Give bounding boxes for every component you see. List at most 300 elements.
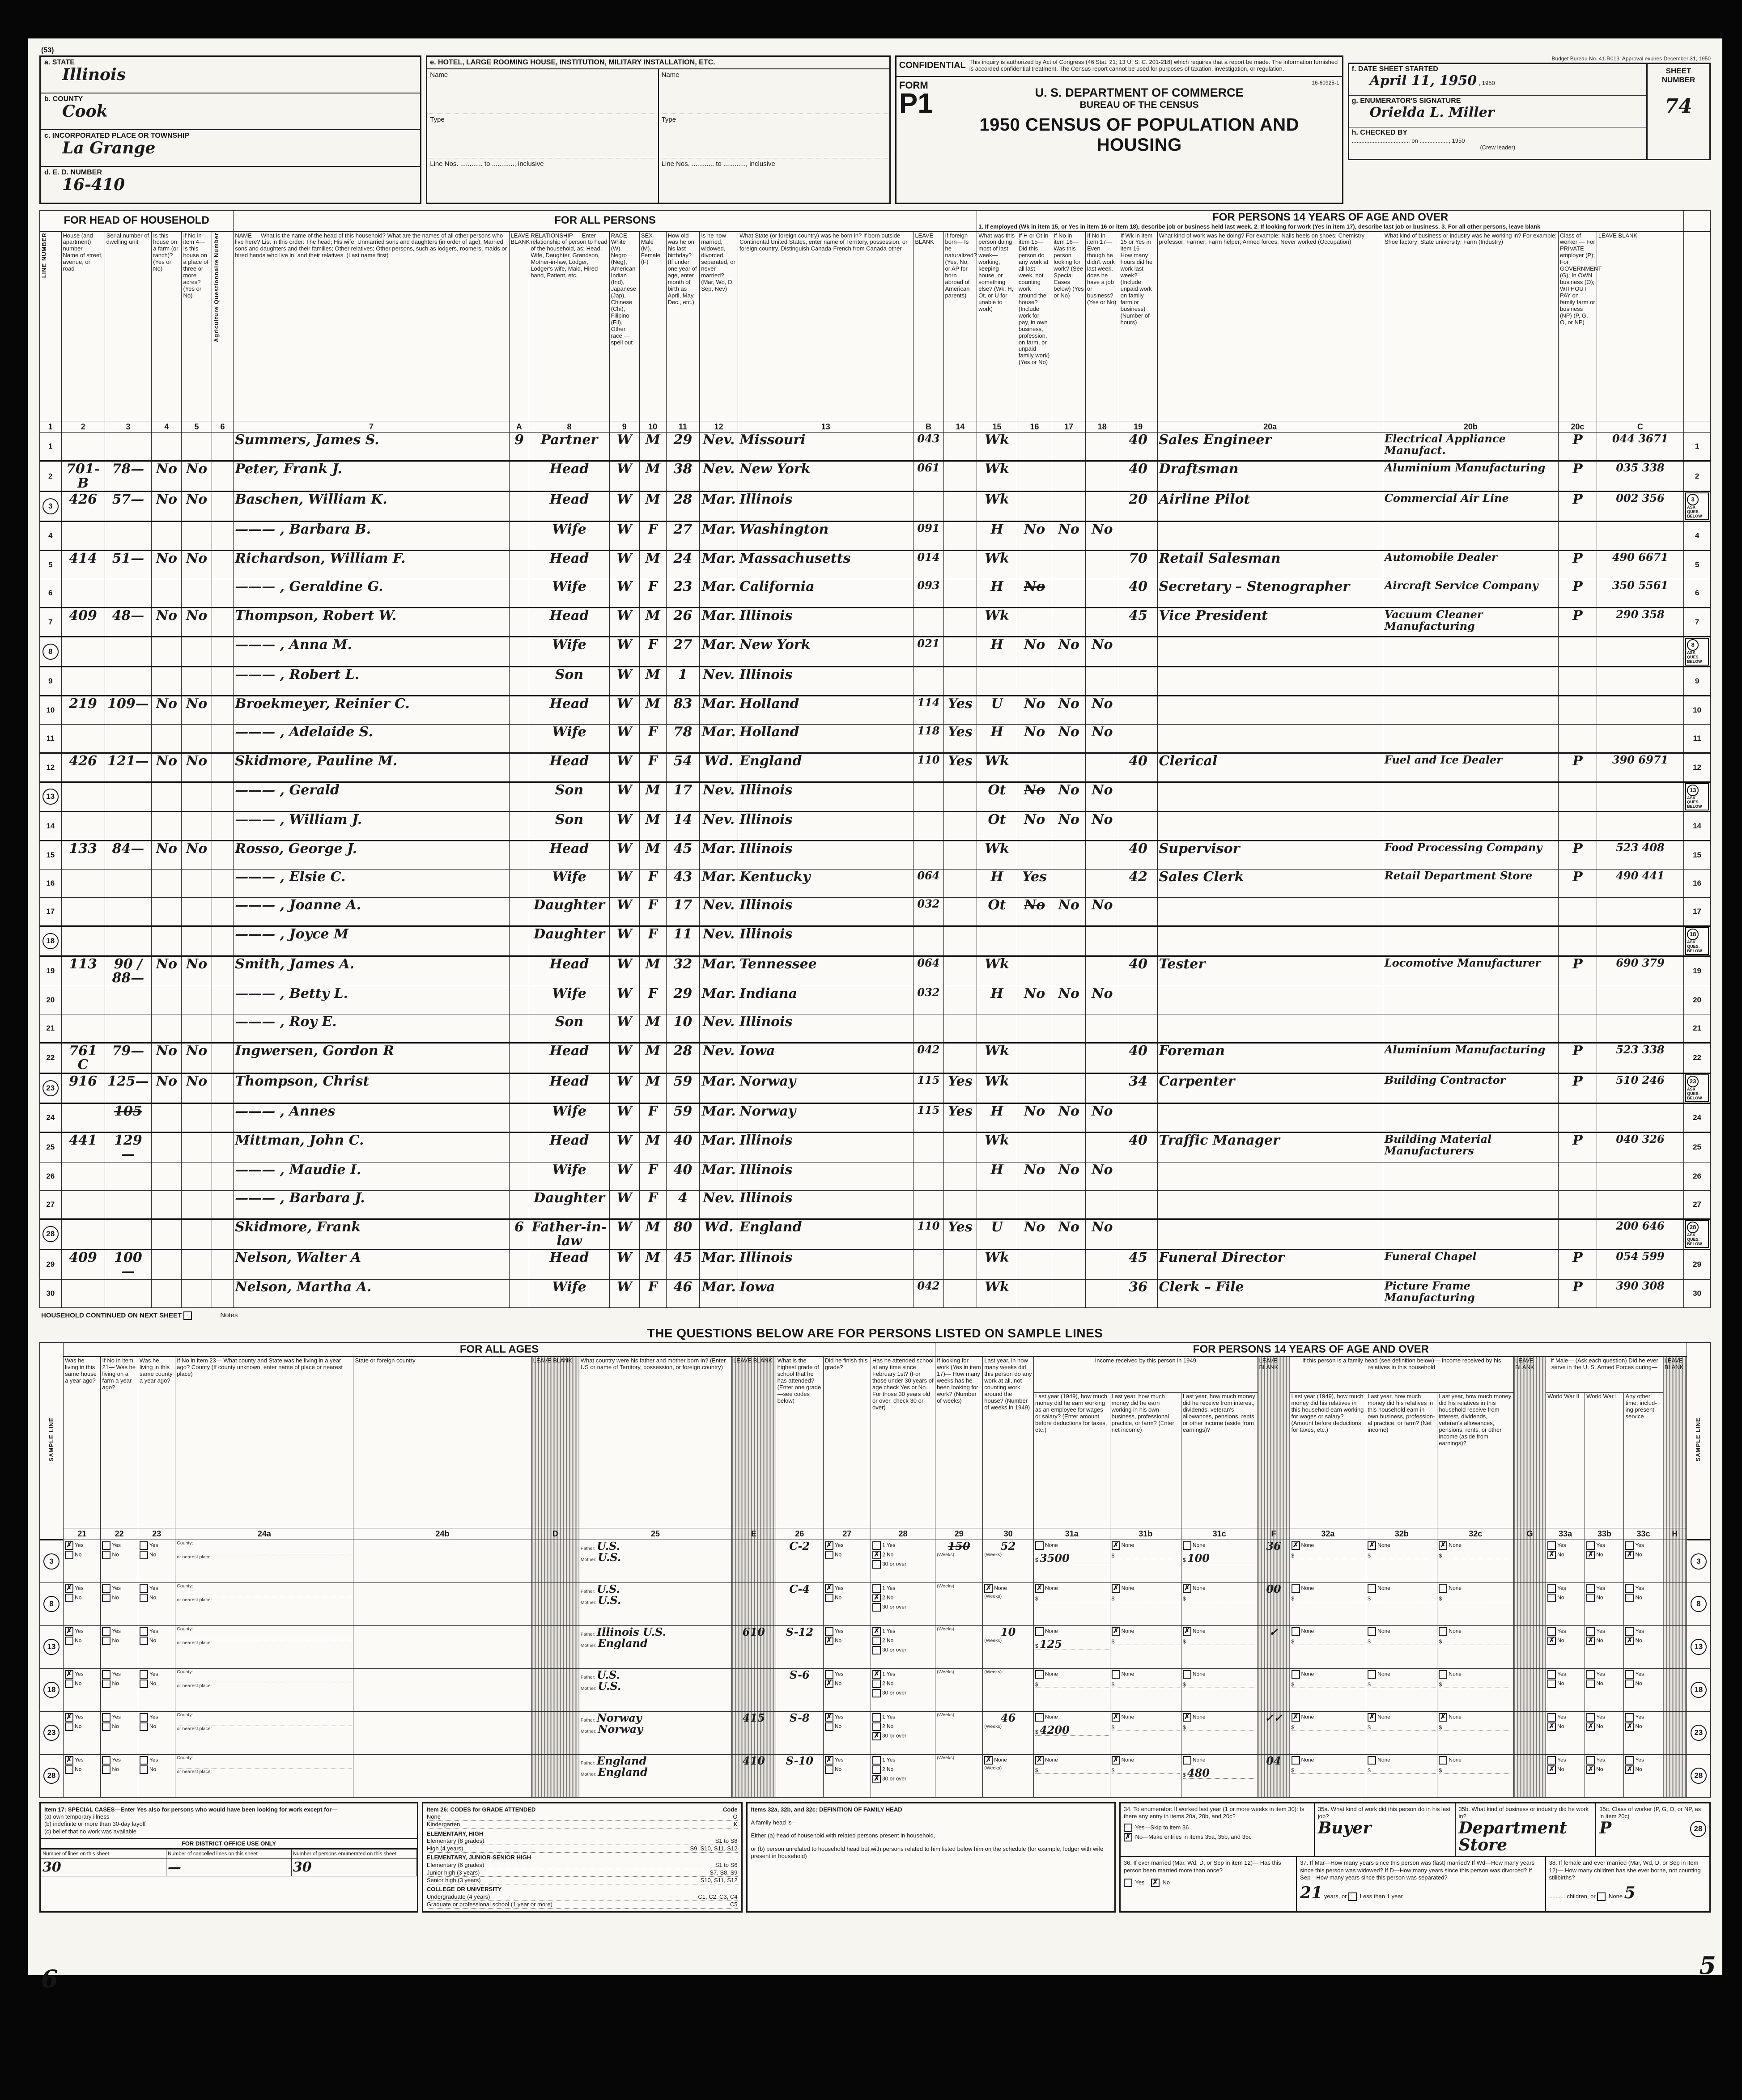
checkbox: ✗ <box>1368 1541 1376 1550</box>
cell-race: W <box>609 812 639 841</box>
cell-rel: Wife <box>529 636 609 666</box>
cell-25: Father: U.S. Mother: U.S. <box>579 1668 731 1711</box>
cell-31b: ✗ None $ <box>1110 1540 1181 1582</box>
cell-c: 690 379 <box>1597 956 1683 986</box>
cell-name: ——— , Barbara J. <box>234 1190 509 1219</box>
cell-25: Father: England Mother: England <box>579 1754 731 1797</box>
cell-24a: County: or nearest place: <box>175 1754 353 1797</box>
cell-ind <box>1383 782 1558 812</box>
cell-c <box>1597 1190 1683 1219</box>
line-number-right: 27 <box>1684 1190 1711 1219</box>
cell-job: No <box>1085 696 1119 724</box>
district-col-label: Number of persons enumerated on this sheet <box>291 1850 416 1859</box>
cell-ind <box>1383 986 1558 1014</box>
cell-rel: Wife <box>529 986 609 1014</box>
cell-age: 27 <box>666 636 700 666</box>
hotel-name-field-2: Name <box>659 69 889 114</box>
cell-c <box>1597 636 1683 666</box>
cell-occ <box>1157 521 1383 550</box>
sample-line-number: 8 <box>40 1582 64 1625</box>
cell-birth: England <box>738 1219 913 1249</box>
person-row-23 <box>40 1073 1711 1103</box>
line-number: 13 <box>40 782 62 812</box>
special-cases-box: Item 17: SPECIAL CASES—Enter Yes also for persons who would have been looking for work except for— (a) own temporary illness (b) indefinite or more than 30-day layoff (c) belief that no work was available FOR DISTRICT OFFICE USE ONLY Number of lines on this sheet Number of cancelled lines on this sheet Number of persons enumerated on this sheet 30 — 30 <box>39 1802 418 1913</box>
cell-32c: None $ <box>1437 1625 1514 1668</box>
checkbox <box>140 1637 148 1645</box>
line-number-right: 6 <box>1684 579 1711 607</box>
cell-hrs <box>1119 521 1157 550</box>
cell-doing <box>977 926 1017 956</box>
cell-a <box>509 521 529 550</box>
cell-sex: M <box>639 1014 666 1043</box>
cell-32a: None $ <box>1290 1754 1366 1797</box>
cell-birth: England <box>738 753 913 782</box>
cell-agri <box>212 956 234 986</box>
checkbox: ✗ <box>825 1756 833 1765</box>
cell-30: ✗ None (Weeks) <box>983 1582 1034 1625</box>
cell-name: Broekmeyer, Reinier C. <box>234 696 509 724</box>
cell-33c: Yes No <box>1624 1668 1663 1711</box>
cell-nat <box>943 636 977 666</box>
cell-hrs <box>1119 1014 1157 1043</box>
cell-D <box>531 1582 579 1625</box>
cell-ind <box>1383 1014 1558 1043</box>
cell-work <box>1017 1132 1052 1162</box>
col-19-header: If Wk in item 15 or Yes in item 16— How many hours did he work last week? (Include unpaid work on family farm or business) (Number of hours) <box>1119 231 1157 421</box>
col-24a-header: If No in item 23— What county and State was he living in a year ago? County (If county unknown, enter name of place or nearest place) <box>175 1357 353 1528</box>
cell-acres <box>182 782 212 812</box>
cell-age: 28 <box>666 492 700 522</box>
cell-race: W <box>609 870 639 898</box>
cell-name: ——— , Gerald <box>234 782 509 812</box>
checkbox <box>140 1594 148 1602</box>
cell-33b: Yes ✗ No <box>1585 1711 1624 1754</box>
cell-doing: H <box>977 579 1017 607</box>
cell-mar: Mar. <box>700 986 738 1014</box>
cell-acres <box>182 986 212 1014</box>
cell-race: W <box>609 1219 639 1249</box>
cell-mar: Nev. <box>700 1190 738 1219</box>
col-32a-header: Last year (1949), how much money did his relatives in this household earn working for wages or salary? (Amount before deductions for taxes, etc.) <box>1290 1393 1366 1528</box>
date-started-field: f. DATE SHEET STARTED April 11, 1950 , 1950 <box>1349 64 1646 96</box>
cell-acres: No <box>182 753 212 782</box>
cell-a <box>509 812 529 841</box>
cell-D <box>531 1668 579 1711</box>
cell-race: W <box>609 636 639 666</box>
cell-28: ✗ 1 Yes 2 No 30 or over <box>871 1668 935 1711</box>
cell-a <box>509 926 529 956</box>
cell-agri <box>212 550 234 579</box>
group-31a: Income received by this person in 1949 <box>1034 1357 1258 1393</box>
cell-21: ✗ Yes No <box>64 1582 101 1625</box>
cell-house <box>61 1103 105 1132</box>
checkbox: ✗ <box>1183 1584 1191 1593</box>
cell-b: 115 <box>913 1103 943 1132</box>
district-col-value: — <box>166 1859 291 1876</box>
col-number: 12 <box>700 421 738 433</box>
cell-farm: No <box>152 492 182 522</box>
cell-serial <box>105 724 152 753</box>
cell-agri <box>212 666 234 696</box>
cell-nat: Yes <box>943 753 977 782</box>
main-table-header <box>40 211 1711 433</box>
cell-hrs: 36 <box>1119 1279 1157 1307</box>
checkbox <box>1368 1670 1376 1679</box>
col-number: 17 <box>1052 421 1086 433</box>
line-number-right: 24 <box>1684 1103 1711 1132</box>
col-32b-header: Last year, how much money did his relatives in this household earn in own business, professional practice, or farm? (Net income) <box>1366 1393 1437 1528</box>
cell-b <box>913 1132 943 1162</box>
cell-29: (Weeks) <box>935 1711 983 1754</box>
cell-occ: Clerical <box>1157 753 1383 782</box>
cell-doing: H <box>977 521 1017 550</box>
cell-ind <box>1383 1103 1558 1132</box>
cell-occ <box>1157 696 1383 724</box>
cell-H <box>1663 1711 1687 1754</box>
checkbox <box>102 1627 110 1636</box>
cell-21: ✗ Yes No <box>64 1625 101 1668</box>
cell-33a: Yes No <box>1546 1582 1585 1625</box>
cell-24b <box>353 1754 531 1797</box>
cell-a <box>509 986 529 1014</box>
grade-code-line: Junior high (3 years) S7, S8, S9 <box>427 1869 738 1877</box>
cell-31b: ✗ None $ <box>1110 1754 1181 1797</box>
cell-serial: 57— <box>105 492 152 522</box>
cell-birth: Illinois <box>738 898 913 926</box>
cell-nat: Yes <box>943 724 977 753</box>
checkbox <box>102 1584 110 1593</box>
cell-cls: P <box>1558 550 1597 579</box>
line-number: 10 <box>40 696 62 724</box>
cell-acres: No <box>182 696 212 724</box>
checkbox <box>1439 1756 1447 1765</box>
cell-hrs <box>1119 724 1157 753</box>
item-35a: 35a. What kind of work did this person do in his last job? Buyer <box>1315 1803 1456 1858</box>
cell-22: Yes No <box>101 1711 138 1754</box>
cell-hrs <box>1119 812 1157 841</box>
cell-age: 11 <box>666 926 700 956</box>
cell-24a: County: or nearest place: <box>175 1711 353 1754</box>
cell-ind: Electrical Appliance Manufact. <box>1383 433 1558 461</box>
line-28-badge: 28 <box>1690 1821 1706 1837</box>
cell-rel: Head <box>529 1073 609 1103</box>
checkbox <box>1368 1584 1376 1593</box>
cell-rel: Head <box>529 1249 609 1279</box>
cell-job: No <box>1085 1162 1119 1190</box>
cell-E <box>732 1540 776 1582</box>
cell-rel: Wife <box>529 1162 609 1190</box>
person-row-4 <box>40 521 1711 550</box>
col-H-header: LEAVE BLANK <box>1663 1357 1687 1528</box>
hotel-name-field: Name <box>427 69 658 114</box>
cell-work: No <box>1017 696 1052 724</box>
cell-cls: P <box>1558 1249 1597 1279</box>
cell-nat: Yes <box>943 1219 977 1249</box>
line-number-right: 11 <box>1684 724 1711 753</box>
cell-b: 032 <box>913 986 943 1014</box>
cell-33c: Yes ✗ No <box>1624 1625 1663 1668</box>
cell-a <box>509 636 529 666</box>
cell-rel: Wife <box>529 1279 609 1307</box>
cell-hrs <box>1119 1190 1157 1219</box>
cell-nat <box>943 956 977 986</box>
cell-agri <box>212 696 234 724</box>
cell-b: 042 <box>913 1279 943 1307</box>
cell-farm <box>152 521 182 550</box>
cell-race: W <box>609 461 639 492</box>
checkbox <box>1439 1584 1447 1593</box>
grade-code-line: Senior high (3 years) S10, S11, S12 <box>427 1877 738 1884</box>
cell-look: No <box>1052 1162 1086 1190</box>
cell-32c: None $ <box>1437 1582 1514 1625</box>
cell-look <box>1052 1073 1086 1103</box>
col-12-header: Is he now married, widowed, divorced, separated, or never married? (Mar, Wd, D, Sep, Nev) <box>700 231 738 421</box>
enumerator-label: g. ENUMERATOR'S SIGNATURE <box>1351 97 1461 105</box>
cell-hrs: 40 <box>1119 1132 1157 1162</box>
col-number: A <box>509 421 529 433</box>
cell-cls: P <box>1558 1279 1597 1307</box>
item-36: 36. If ever married (Mar, Wd, D, or Sep in item 12)— Has this person been married more than once? Yes ✗ No <box>1121 1857 1297 1911</box>
grade-code-line: Undergraduate (4 years) C1, C2, C3, C4 <box>427 1893 738 1901</box>
cell-job <box>1085 579 1119 607</box>
checkbox <box>1112 1670 1120 1679</box>
checkbox <box>140 1680 148 1688</box>
cell-work <box>1017 550 1052 579</box>
sample-line-number: 28 <box>40 1754 64 1797</box>
cell-occ <box>1157 1014 1383 1043</box>
cell-house: 916 <box>61 1073 105 1103</box>
line-number: 24 <box>40 1103 62 1132</box>
cell-work <box>1017 1014 1052 1043</box>
cell-c: 523 338 <box>1597 1043 1683 1073</box>
form-code: 16-60925-1 <box>1312 79 1339 86</box>
cell-cls <box>1558 926 1597 956</box>
col-number: 21 <box>64 1528 101 1540</box>
cell-sex: M <box>639 550 666 579</box>
cell-G <box>1514 1754 1546 1797</box>
col-29-header: If looking for work (Yes in item 17)— How many weeks has he been looking for work? (Number of weeks) <box>935 1357 983 1528</box>
cell-sex: F <box>639 870 666 898</box>
col-23-header: Was he living in this same county a year ago? <box>138 1357 175 1528</box>
cell-age: 24 <box>666 550 700 579</box>
cell-c: 002 356 <box>1597 492 1683 522</box>
col-number: 29 <box>935 1528 983 1540</box>
checkbox <box>1547 1541 1556 1550</box>
cell-serial: 109— <box>105 696 152 724</box>
cell-nat <box>943 870 977 898</box>
col-33a-header: World War II <box>1546 1393 1585 1528</box>
cell-farm: No <box>152 1073 182 1103</box>
cell-cls <box>1558 1162 1597 1190</box>
cell-rel: Daughter <box>529 926 609 956</box>
cell-farm <box>152 724 182 753</box>
cell-cls <box>1558 1103 1597 1132</box>
cell-name: Nelson, Walter A <box>234 1249 509 1279</box>
cell-c: 510 246 <box>1597 1073 1683 1103</box>
cell-F: ✓ <box>1258 1625 1290 1668</box>
col-31a-header: Last year (1949), how much money did he earn working as an employee for wages or salary? (Enter amount before deductions for taxes, etc.) <box>1034 1393 1110 1528</box>
cell-sex: F <box>639 986 666 1014</box>
cell-farm <box>152 926 182 956</box>
cell-mar: Nev. <box>700 782 738 812</box>
main-table-body <box>40 433 1711 1307</box>
cell-nat: Yes <box>943 1103 977 1132</box>
cell-mar: Nev. <box>700 926 738 956</box>
cell-house: 113 <box>61 956 105 986</box>
county-label: b. COUNTY <box>44 95 83 103</box>
line-number: 5 <box>40 550 62 579</box>
line-number: 6 <box>40 579 62 607</box>
checkbox <box>1586 1594 1595 1602</box>
cell-c: 490 441 <box>1597 870 1683 898</box>
cell-rel: Son <box>529 1014 609 1043</box>
cell-a: 6 <box>509 1219 529 1249</box>
cell-work <box>1017 841 1052 870</box>
checkbox: ✗ <box>1547 1551 1556 1559</box>
checkbox <box>872 1637 881 1645</box>
cell-house <box>61 986 105 1014</box>
cell-work: No <box>1017 1103 1052 1132</box>
cell-32c: ✗ None $ <box>1437 1711 1514 1754</box>
cell-G <box>1514 1711 1546 1754</box>
cell-agri <box>212 636 234 666</box>
cell-cls <box>1558 696 1597 724</box>
checkbox: ✗ <box>872 1775 881 1783</box>
cell-birth: Washington <box>738 521 913 550</box>
checkbox <box>140 1722 148 1731</box>
cell-doing: Wk <box>977 1073 1017 1103</box>
for-all-ages-header: FOR ALL AGES <box>64 1342 935 1357</box>
group-33a: If Male— (Ask each question) Did he ever serve in the U. S. Armed Forces during— <box>1546 1357 1663 1393</box>
cell-race: W <box>609 986 639 1014</box>
cell-work <box>1017 1043 1052 1073</box>
cell-look <box>1052 926 1086 956</box>
cell-cls: P <box>1558 870 1597 898</box>
cell-look <box>1052 956 1086 986</box>
cell-birth: Iowa <box>738 1043 913 1073</box>
line-number: 23 <box>40 1073 62 1103</box>
checkbox <box>872 1646 881 1655</box>
checkbox <box>872 1603 881 1612</box>
cell-serial <box>105 812 152 841</box>
cell-27: ✗ Yes No <box>823 1582 871 1625</box>
col-number: 7 <box>234 421 509 433</box>
cell-31b: ✗ None $ <box>1110 1625 1181 1668</box>
cell-24b <box>353 1625 531 1668</box>
cell-farm: No <box>152 607 182 636</box>
cell-occ: Funeral Director <box>1157 1249 1383 1279</box>
checkbox <box>1547 1756 1556 1765</box>
cell-ind <box>1383 521 1558 550</box>
col-20a-header: What kind of work was he doing? For example: Nails heels on shoes; Chemistry professor; Farmer; Farm helper; Armed forces; Never worked (Occupation) <box>1157 231 1383 421</box>
cell-E <box>732 1668 776 1711</box>
cell-32a: None $ <box>1290 1668 1366 1711</box>
cell-sex: M <box>639 492 666 522</box>
checkbox <box>1547 1594 1556 1602</box>
col-number: 8 <box>529 421 609 433</box>
sample-row-3 <box>40 1540 1711 1582</box>
household-continued-label: HOUSEHOLD CONTINUED ON NEXT SHEET <box>41 1311 193 1320</box>
col-number: 26 <box>776 1528 823 1540</box>
cell-race: W <box>609 1249 639 1279</box>
cell-hrs: 40 <box>1119 753 1157 782</box>
cell-look: No <box>1052 898 1086 926</box>
cell-occ <box>1157 1219 1383 1249</box>
cell-doing: Wk <box>977 461 1017 492</box>
person-row-15 <box>40 841 1711 870</box>
date-started-value: April 11, 1950 <box>1369 72 1477 89</box>
cell-birth: Illinois <box>738 1249 913 1279</box>
sample-line-number-right: 3 <box>1687 1540 1710 1582</box>
cell-name: Smith, James A. <box>234 956 509 986</box>
cell-acres <box>182 1103 212 1132</box>
cell-agri <box>212 461 234 492</box>
checkbox: ✗ <box>1439 1541 1447 1550</box>
cell-31a: None $ <box>1034 1668 1110 1711</box>
cell-serial <box>105 579 152 607</box>
col-33b-header: World War I <box>1585 1393 1624 1528</box>
cell-nat <box>943 1249 977 1279</box>
cell-occ: Retail Salesman <box>1157 550 1383 579</box>
person-row-2 <box>40 461 1711 492</box>
cell-birth: Holland <box>738 696 913 724</box>
cell-name: ——— , Betty L. <box>234 986 509 1014</box>
line-number-right: 26 <box>1684 1162 1711 1190</box>
cell-33a: Yes ✗ No <box>1546 1625 1585 1668</box>
cell-occ <box>1157 636 1383 666</box>
checkbox <box>872 1689 881 1697</box>
cell-24a: County: or nearest place: <box>175 1625 353 1668</box>
cell-ind: Automobile Dealer <box>1383 550 1558 579</box>
cell-work <box>1017 433 1052 461</box>
cell-27: Yes ✗ No <box>823 1625 871 1668</box>
cell-house <box>61 636 105 666</box>
cell-a <box>509 1014 529 1043</box>
cell-33b: Yes ✗ No <box>1585 1540 1624 1582</box>
cell-look: No <box>1052 521 1086 550</box>
cell-29: (Weeks) <box>935 1625 983 1668</box>
cell-sex: M <box>639 1249 666 1279</box>
cell-birth: Illinois <box>738 1132 913 1162</box>
cell-work: No <box>1017 521 1052 550</box>
cell-job <box>1085 1073 1119 1103</box>
col-33c-header: Any other time, including present service <box>1624 1393 1663 1528</box>
cell-sex: M <box>639 696 666 724</box>
cell-age: 38 <box>666 461 700 492</box>
cell-agri <box>212 1162 234 1190</box>
cell-a <box>509 841 529 870</box>
item-38: 38. If female and ever married (Mar, Wd, D, or Sep in item 12)— How many children has she ever borne, not counting stillbirths? .......... children, or None 5 <box>1549 1859 1701 1903</box>
cell-occ <box>1157 724 1383 753</box>
cell-hrs <box>1119 1162 1157 1190</box>
cell-sex: M <box>639 1132 666 1162</box>
cell-21: ✗ Yes No <box>64 1754 101 1797</box>
cell-nat: Yes <box>943 696 977 724</box>
cell-21: ✗ Yes No <box>64 1540 101 1582</box>
cell-look: No <box>1052 1219 1086 1249</box>
cell-33a: Yes ✗ No <box>1546 1540 1585 1582</box>
cell-house: 409 <box>61 1249 105 1279</box>
cell-27: ✗ Yes No <box>823 1540 871 1582</box>
checkbox: ✗ <box>1547 1637 1556 1645</box>
cell-32c: None $ <box>1437 1754 1514 1797</box>
checkbox: ✗ <box>1547 1722 1556 1731</box>
cell-G <box>1514 1582 1546 1625</box>
hotel-type-field: Type <box>427 114 658 159</box>
cell-race: W <box>609 1190 639 1219</box>
cell-house <box>61 782 105 812</box>
cell-age: 32 <box>666 956 700 986</box>
